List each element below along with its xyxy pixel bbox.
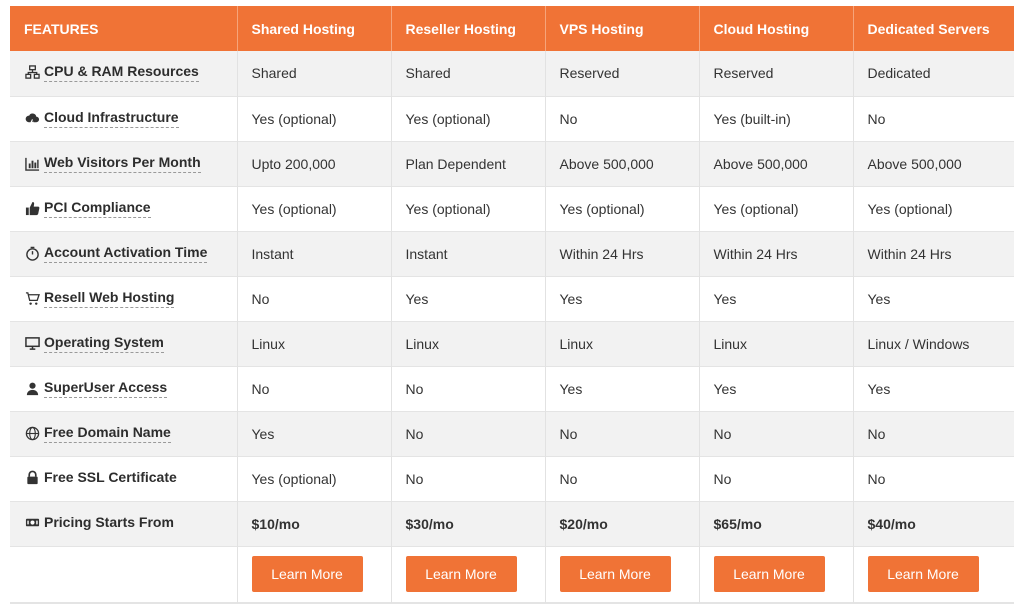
button-cell bbox=[391, 546, 545, 602]
value-cell: Linux / Windows bbox=[853, 321, 1014, 366]
globe-icon bbox=[24, 425, 40, 441]
lock-icon bbox=[24, 469, 40, 485]
server-network-icon bbox=[24, 65, 40, 81]
learn-more-button[interactable]: Learn More bbox=[406, 556, 517, 592]
value-cell: Yes bbox=[237, 411, 391, 456]
learn-more-button[interactable]: Learn More bbox=[252, 556, 363, 592]
value-cell: Linux bbox=[545, 321, 699, 366]
table-row bbox=[10, 501, 1014, 546]
value-cell: No bbox=[237, 276, 391, 321]
feature-cell bbox=[10, 231, 237, 276]
feature-label[interactable]: Resell Web Hosting bbox=[44, 289, 174, 308]
table-row bbox=[10, 321, 1014, 366]
empty-cell bbox=[10, 546, 237, 602]
value-cell: Plan Dependent bbox=[391, 141, 545, 186]
value-cell: Shared bbox=[391, 51, 545, 96]
header-row bbox=[10, 6, 1014, 51]
plan-header: Reseller Hosting bbox=[391, 6, 545, 51]
value-cell: Reserved bbox=[545, 51, 699, 96]
hosting-comparison bbox=[10, 6, 1014, 603]
feature-label[interactable]: Operating System bbox=[44, 334, 164, 353]
value-cell: Yes (optional) bbox=[699, 186, 853, 231]
value-cell: Yes bbox=[853, 366, 1014, 411]
feature-cell bbox=[10, 366, 237, 411]
button-cell bbox=[853, 546, 1014, 602]
user-icon bbox=[24, 380, 40, 396]
value-cell: $10/mo bbox=[237, 501, 391, 546]
value-cell: Yes (optional) bbox=[853, 186, 1014, 231]
value-cell: Yes bbox=[391, 276, 545, 321]
learn-more-button[interactable]: Learn More bbox=[714, 556, 825, 592]
value-cell: No bbox=[853, 96, 1014, 141]
learn-more-row bbox=[10, 546, 1014, 602]
value-cell: Above 500,000 bbox=[545, 141, 699, 186]
table-row bbox=[10, 411, 1014, 456]
feature-label[interactable]: Free Domain Name bbox=[44, 424, 171, 443]
button-cell bbox=[237, 546, 391, 602]
value-cell: Linux bbox=[237, 321, 391, 366]
value-cell: $20/mo bbox=[545, 501, 699, 546]
value-cell: Linux bbox=[699, 321, 853, 366]
value-cell: Upto 200,000 bbox=[237, 141, 391, 186]
table-row bbox=[10, 276, 1014, 321]
value-cell: Yes (optional) bbox=[391, 96, 545, 141]
value-cell: Within 24 Hrs bbox=[853, 231, 1014, 276]
feature-label[interactable]: SuperUser Access bbox=[44, 379, 167, 398]
value-cell: Yes (optional) bbox=[237, 186, 391, 231]
thumbs-up-icon bbox=[24, 200, 40, 216]
feature-label[interactable]: CPU & RAM Resources bbox=[44, 63, 199, 82]
value-cell: No bbox=[237, 366, 391, 411]
timer-icon bbox=[24, 245, 40, 261]
table-row bbox=[10, 141, 1014, 186]
value-cell: Yes bbox=[699, 366, 853, 411]
value-cell: No bbox=[699, 456, 853, 501]
feature-label: Pricing Starts From bbox=[44, 514, 174, 531]
value-cell: Above 500,000 bbox=[699, 141, 853, 186]
value-cell: Within 24 Hrs bbox=[545, 231, 699, 276]
plan-header: Cloud Hosting bbox=[699, 6, 853, 51]
feature-cell bbox=[10, 141, 237, 186]
feature-label[interactable]: PCI Compliance bbox=[44, 199, 151, 218]
plan-header: Shared Hosting bbox=[237, 6, 391, 51]
button-cell bbox=[699, 546, 853, 602]
feature-cell bbox=[10, 456, 237, 501]
money-icon bbox=[24, 514, 40, 530]
plan-header: Dedicated Servers bbox=[853, 6, 1014, 51]
value-cell: $65/mo bbox=[699, 501, 853, 546]
value-cell: Yes bbox=[545, 366, 699, 411]
table-bottom-border bbox=[10, 603, 1014, 604]
features-header: FEATURES bbox=[10, 6, 237, 51]
value-cell: Yes bbox=[853, 276, 1014, 321]
value-cell: No bbox=[853, 456, 1014, 501]
value-cell: Yes bbox=[545, 276, 699, 321]
value-cell: No bbox=[699, 411, 853, 456]
feature-cell bbox=[10, 321, 237, 366]
value-cell: Yes (optional) bbox=[545, 186, 699, 231]
table-row bbox=[10, 51, 1014, 96]
table-row bbox=[10, 456, 1014, 501]
bar-chart-icon bbox=[24, 155, 40, 171]
value-cell: Instant bbox=[237, 231, 391, 276]
plan-header: VPS Hosting bbox=[545, 6, 699, 51]
value-cell: Yes (optional) bbox=[237, 96, 391, 141]
feature-cell bbox=[10, 96, 237, 141]
learn-more-button[interactable]: Learn More bbox=[560, 556, 671, 592]
table-row bbox=[10, 366, 1014, 411]
value-cell: No bbox=[391, 456, 545, 501]
feature-label[interactable]: Web Visitors Per Month bbox=[44, 154, 201, 173]
value-cell: No bbox=[545, 411, 699, 456]
value-cell: No bbox=[545, 456, 699, 501]
monitor-icon bbox=[24, 335, 40, 351]
value-cell: Instant bbox=[391, 231, 545, 276]
learn-more-button[interactable]: Learn More bbox=[868, 556, 979, 592]
value-cell: Yes bbox=[699, 276, 853, 321]
feature-label[interactable]: Account Activation Time bbox=[44, 244, 207, 263]
table-row bbox=[10, 231, 1014, 276]
table-row bbox=[10, 96, 1014, 141]
cloud-icon bbox=[24, 110, 40, 126]
cart-icon bbox=[24, 290, 40, 306]
value-cell: No bbox=[391, 366, 545, 411]
value-cell: $40/mo bbox=[853, 501, 1014, 546]
value-cell: No bbox=[545, 96, 699, 141]
feature-cell bbox=[10, 411, 237, 456]
feature-cell bbox=[10, 51, 237, 96]
comparison-table bbox=[10, 6, 1014, 603]
value-cell: Yes (optional) bbox=[237, 456, 391, 501]
feature-cell bbox=[10, 186, 237, 231]
value-cell: Within 24 Hrs bbox=[699, 231, 853, 276]
feature-cell bbox=[10, 501, 237, 546]
value-cell: No bbox=[853, 411, 1014, 456]
value-cell: Yes (optional) bbox=[391, 186, 545, 231]
value-cell: Above 500,000 bbox=[853, 141, 1014, 186]
value-cell: Dedicated bbox=[853, 51, 1014, 96]
table-row bbox=[10, 186, 1014, 231]
value-cell: No bbox=[391, 411, 545, 456]
feature-cell bbox=[10, 276, 237, 321]
button-cell bbox=[545, 546, 699, 602]
value-cell: Shared bbox=[237, 51, 391, 96]
value-cell: Yes (built-in) bbox=[699, 96, 853, 141]
value-cell: $30/mo bbox=[391, 501, 545, 546]
feature-label[interactable]: Cloud Infrastructure bbox=[44, 109, 179, 128]
feature-label: Free SSL Certificate bbox=[44, 469, 177, 486]
value-cell: Reserved bbox=[699, 51, 853, 96]
value-cell: Linux bbox=[391, 321, 545, 366]
